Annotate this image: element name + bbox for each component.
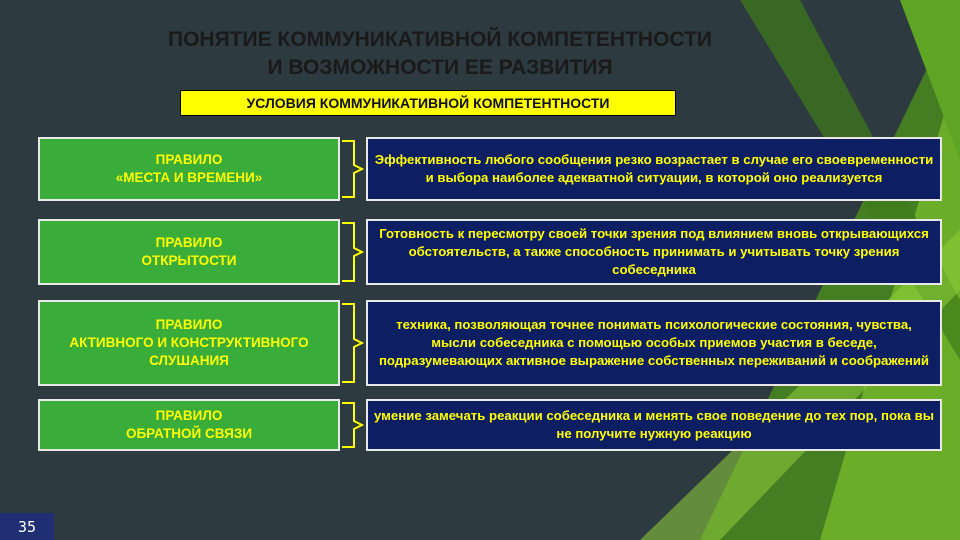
rule-description-place-time — [366, 137, 942, 201]
bracket-connector — [338, 219, 368, 285]
rule-description-feedback — [366, 399, 942, 451]
rule-label-line: АКТИВНОГО И КОНСТРУКТИВНОГО — [69, 335, 309, 350]
rule-label-line: ПРАВИЛО — [155, 235, 223, 250]
bracket-connector — [338, 137, 368, 201]
page-number — [0, 513, 54, 540]
rule-label-line: ПРАВИЛО — [155, 152, 223, 167]
page-title-line-2: И ВОЗМОЖНОСТИ ЕЕ РАЗВИТИЯ — [267, 56, 613, 79]
rule-description-text: Готовность к пересмотру своей точки зрения под влиянием вновь открывающихся обстоятельств, а также способность принимать и учитывать точку зрения собеседника — [379, 226, 929, 277]
subtitle-text: УСЛОВИЯ КОММУНИКАТИВНОЙ КОМПЕТЕНТНОСТИ — [246, 95, 610, 111]
rule-description-text: техника, позволяющая точнее понимать психологические состояния, чувства, мысли собеседника с помощью особых приемов участия в беседе, подразумевающих активное выражение собственных переживаний и соображений — [378, 317, 930, 368]
rule-box-openness — [38, 219, 340, 285]
rule-label-line: «МЕСТА И ВРЕМЕНИ» — [115, 170, 263, 185]
bracket-connector — [338, 399, 368, 451]
rule-description-openness — [366, 219, 942, 285]
subtitle-box — [180, 90, 676, 116]
rule-label-line: ОТКРЫТОСТИ — [141, 253, 237, 268]
rule-description-active-listening — [366, 300, 942, 386]
rule-box-active-listening — [38, 300, 340, 386]
rule-description-text: умение замечать реакции собеседника и менять свое поведение до тех пор, пока вы не получите нужную реакцию — [374, 408, 934, 441]
rule-label-line: ОБРАТНОЙ СВЯЗИ — [125, 426, 253, 441]
rule-description-text: Эффективность любого сообщения резко возрастает в случае его своевременности и выбора наиболее адекватной ситуации, в которой оно реализуется — [374, 152, 934, 185]
page-title-line-1: ПОНЯТИЕ КОММУНИКАТИВНОЙ КОМПЕТЕНТНОСТИ — [167, 28, 712, 51]
rule-box-feedback — [38, 399, 340, 451]
bracket-connector — [338, 300, 368, 386]
rule-label-line: ПРАВИЛО — [155, 408, 223, 423]
rule-label-line: ПРАВИЛО — [155, 317, 223, 332]
rule-box-place-time — [38, 137, 340, 201]
page-number-text: 35 — [17, 517, 37, 536]
page-title — [60, 26, 820, 82]
rule-label-line: СЛУШАНИЯ — [149, 353, 229, 368]
